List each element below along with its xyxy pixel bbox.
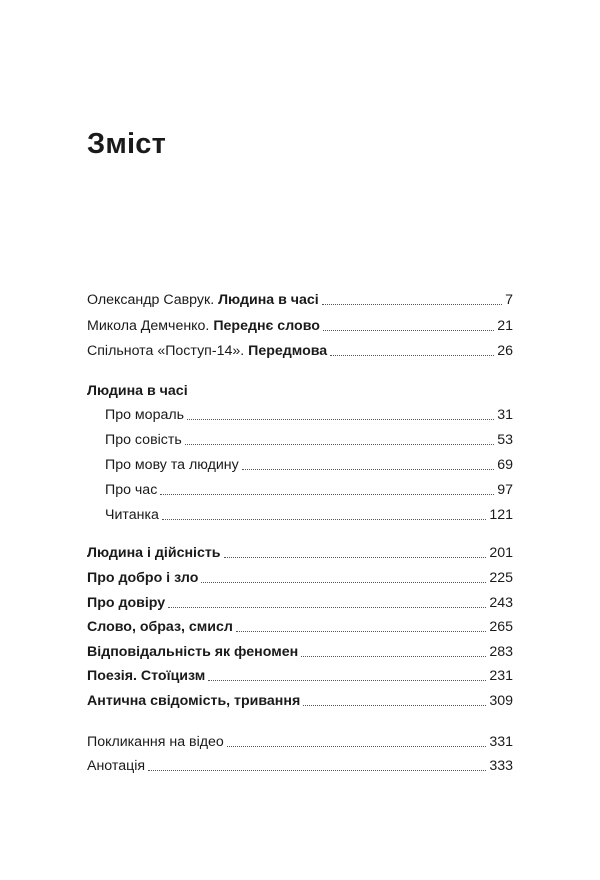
entry-title: Поезія. Стоїцизм <box>87 668 206 684</box>
page-number: 53 <box>497 432 513 448</box>
entry-title: Про час <box>105 482 158 498</box>
dot-leader <box>330 354 494 356</box>
entry-author: Спільнота «Поступ-14». <box>87 343 249 359</box>
dot-leader <box>160 493 494 495</box>
page-number: 26 <box>497 343 513 359</box>
toc-entry[interactable] <box>87 593 513 613</box>
entry-title: Читанка <box>105 507 159 523</box>
entry-title: Людина в часі <box>218 292 319 308</box>
dot-leader <box>224 556 487 558</box>
page-number: 225 <box>489 570 513 586</box>
entry-title: Анотація <box>87 758 146 774</box>
dot-leader <box>185 443 494 445</box>
toc-entry[interactable] <box>87 543 513 563</box>
page-number: 201 <box>489 545 513 561</box>
page-number: 265 <box>489 619 513 635</box>
entry-title: Відповідальність як феномен <box>87 644 299 660</box>
dot-leader <box>303 704 486 706</box>
toc-subentry[interactable] <box>105 455 513 475</box>
toc-entry[interactable] <box>87 642 513 662</box>
dot-leader <box>187 418 494 420</box>
toc-entry[interactable] <box>87 341 513 361</box>
entry-title: Про мораль <box>105 407 185 423</box>
dot-leader <box>227 745 487 747</box>
page-number: 231 <box>489 668 513 684</box>
page-number: 333 <box>489 758 513 774</box>
page-number: 243 <box>489 595 513 611</box>
dot-leader <box>162 518 486 520</box>
entry-title: Про добро і зло <box>87 570 199 586</box>
dot-leader <box>301 655 486 657</box>
toc-entry[interactable] <box>87 732 513 752</box>
toc-entry[interactable] <box>87 568 513 588</box>
page-number: 97 <box>497 482 513 498</box>
page-number: 7 <box>505 292 513 308</box>
toc-subentry[interactable] <box>105 430 513 450</box>
dot-leader <box>208 679 486 681</box>
dot-leader <box>168 606 486 608</box>
toc-subentry[interactable] <box>105 405 513 425</box>
toc-entry[interactable] <box>87 316 513 336</box>
entry-title: Антична свідомість, тривання <box>87 693 301 709</box>
entry-author: Олександр Саврук. <box>87 292 219 308</box>
page-number: 31 <box>497 407 513 423</box>
toc-entry[interactable] <box>87 691 513 711</box>
dot-leader <box>201 581 486 583</box>
section-heading[interactable]: Людина в часі <box>87 383 188 399</box>
toc-entry[interactable] <box>87 666 513 686</box>
dot-leader <box>242 468 494 470</box>
entry-title: Про довіру <box>87 595 166 611</box>
dot-leader <box>236 630 486 632</box>
entry-title: Людина і дійсність <box>87 545 221 561</box>
toc-entry[interactable] <box>87 756 513 776</box>
page-number: 331 <box>489 734 513 750</box>
page-number: 21 <box>497 318 513 334</box>
entry-title: Про совість <box>105 432 182 448</box>
entry-title: Про мову та людину <box>105 457 239 473</box>
page-number: 283 <box>489 644 513 660</box>
entry-title: Переднє слово <box>213 318 320 334</box>
toc-subentry[interactable] <box>105 480 513 500</box>
toc-entry[interactable] <box>87 290 513 310</box>
dot-leader <box>322 303 502 305</box>
entry-author: Микола Демченко. <box>87 318 214 334</box>
page-number: 121 <box>489 507 513 523</box>
page-number: 309 <box>489 693 513 709</box>
entry-title: Слово, образ, смисл <box>87 619 233 635</box>
page-number: 69 <box>497 457 513 473</box>
entry-title: Передмова <box>248 343 328 359</box>
toc-entry[interactable] <box>87 617 513 637</box>
page-title: Зміст <box>87 128 167 160</box>
dot-leader <box>323 329 494 331</box>
entry-title: Покликання на відео <box>87 734 224 750</box>
toc-subentry[interactable] <box>105 505 513 525</box>
dot-leader <box>148 769 486 771</box>
